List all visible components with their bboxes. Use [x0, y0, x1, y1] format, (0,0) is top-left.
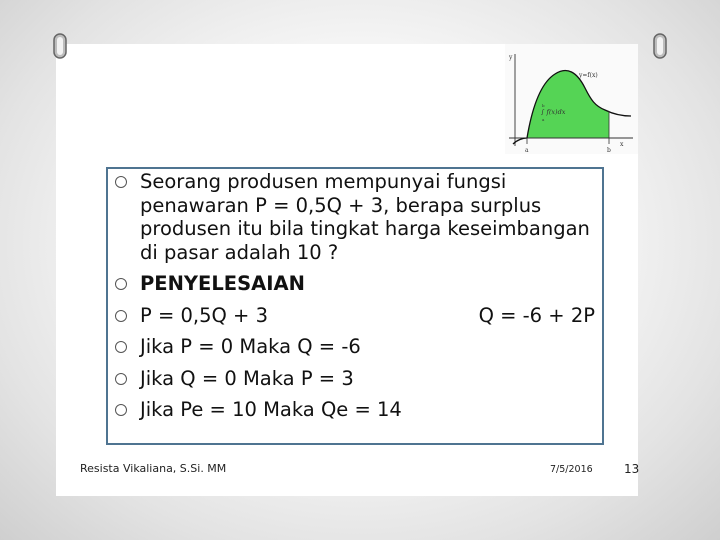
integral-upper-limit: b: [542, 103, 545, 108]
bullet-circle-icon: [115, 278, 127, 290]
step-text: Jika P = 0 Maka Q = -6: [140, 335, 361, 358]
tick-a-label: a: [525, 147, 529, 154]
supply-equation: P = 0,5Q + 3: [140, 303, 268, 327]
equation-row: [140, 304, 595, 328]
x-axis-label: x: [620, 141, 624, 148]
y-axis-label: y: [509, 54, 513, 61]
step-text: Jika Q = 0 Maka P = 3: [140, 366, 354, 390]
tick-b-label: b: [607, 147, 611, 154]
bullet-list: [115, 170, 595, 430]
inverse-equation: Q = -6 + 2P: [478, 303, 595, 327]
list-item: [115, 335, 595, 359]
integral-graph-illustration: [505, 44, 638, 154]
footer-author: Resista Vikaliana, S.Si. MM: [80, 462, 227, 475]
pin-icon: [50, 32, 70, 60]
pin-icon: [650, 32, 670, 60]
list-item: [115, 367, 595, 391]
list-item: [115, 272, 595, 296]
solution-heading: PENYELESAIAN: [140, 272, 305, 295]
slide-number: 13: [624, 462, 640, 476]
step-text: Jika Pe = 10 Maka Qe = 14: [140, 398, 402, 421]
bullet-circle-icon: [115, 341, 127, 353]
bullet-circle-icon: [115, 310, 127, 322]
bullet-circle-icon: [115, 176, 127, 188]
curve-label: y=f(x): [579, 72, 598, 79]
list-item: [115, 304, 595, 328]
bullet-circle-icon: [115, 373, 127, 385]
list-item: [115, 170, 595, 264]
list-item: [115, 398, 595, 422]
bullet-circle-icon: [115, 404, 127, 416]
footer-date: 7/5/2016: [550, 464, 593, 475]
problem-statement: Seorang produsen mempunyai fungsi penawaran P = 0,5Q + 3, berapa surplus produsen itu bila tingkat harga keseimbangan di pasar adalah 10 ?: [140, 170, 590, 264]
integral-lower-limit: a: [542, 117, 545, 122]
integral-label: ∫ f(x)dx: [541, 108, 566, 116]
